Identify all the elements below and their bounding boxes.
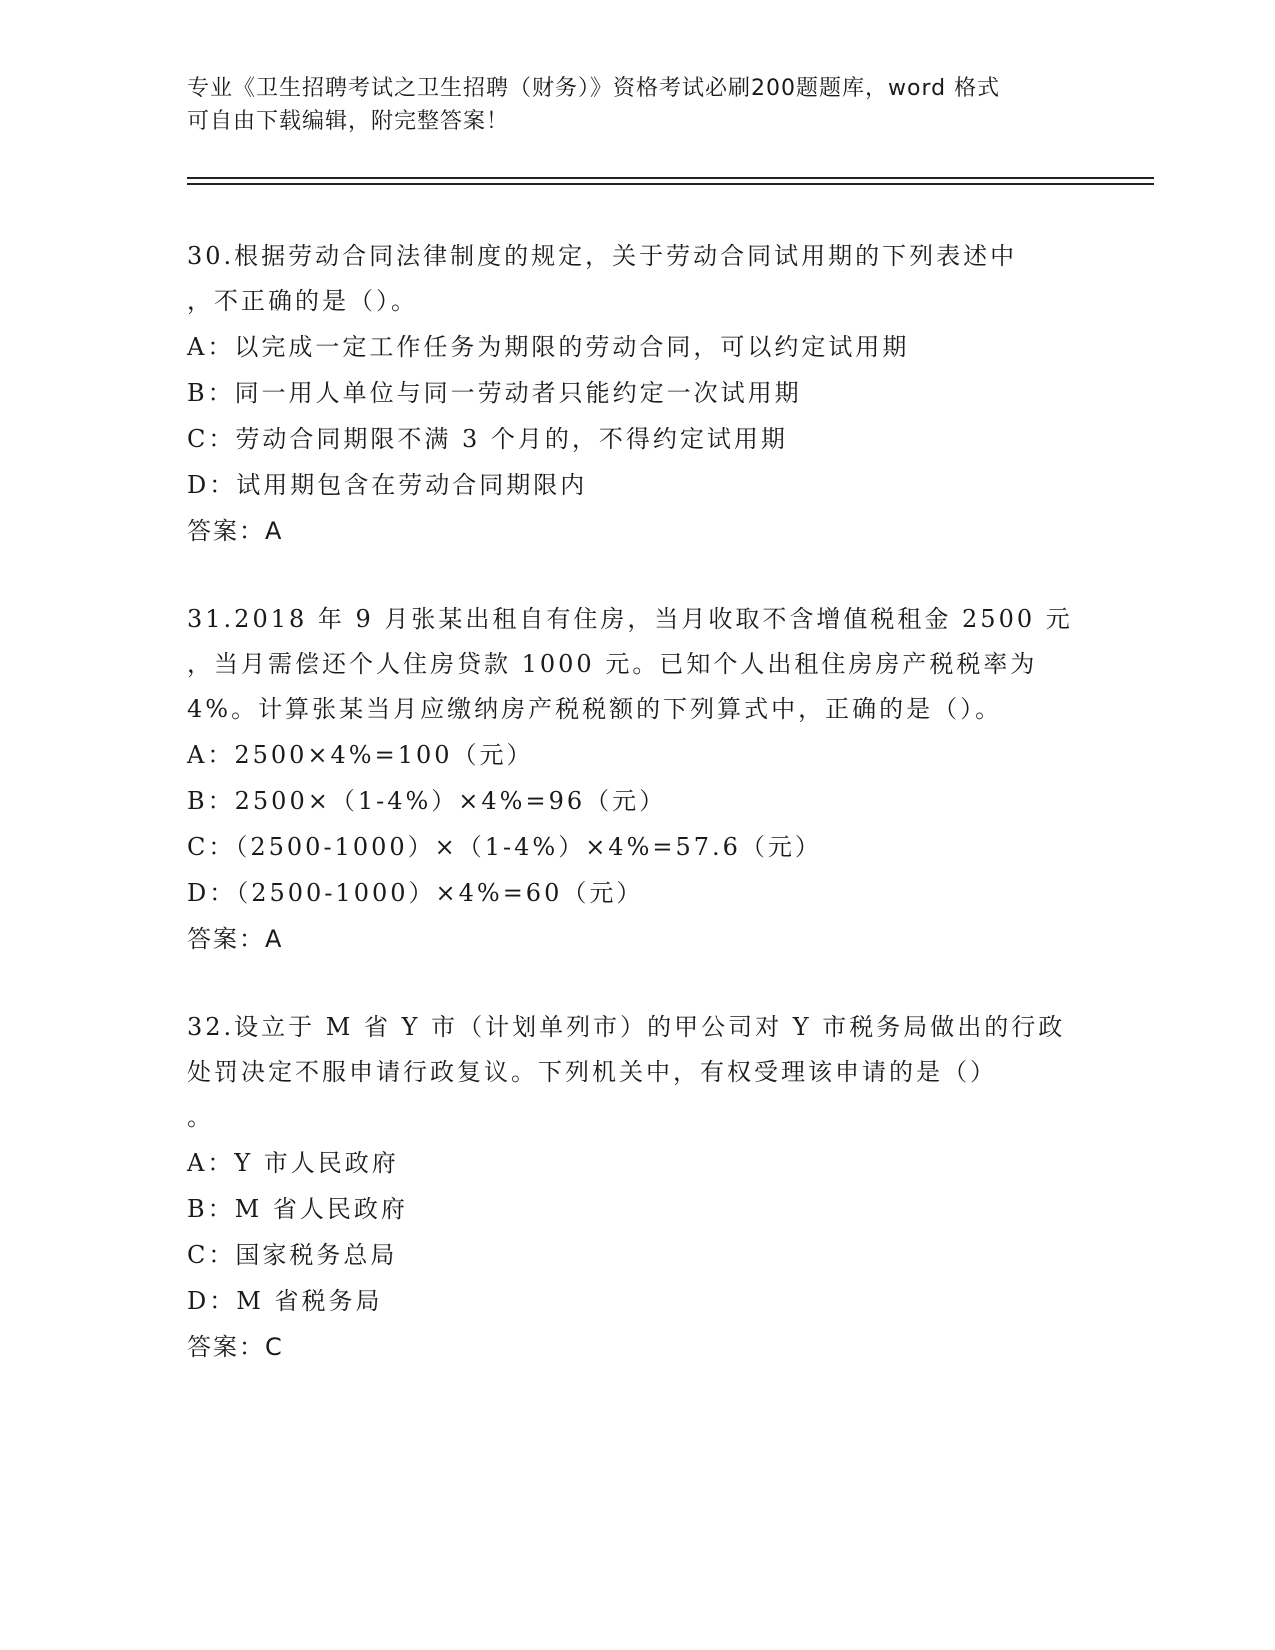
option-list <box>187 324 1087 508</box>
question-stem-line: 30.根据劳动合同法律制度的规定，关于劳动合同试用期的下列表述中 <box>187 242 1018 270</box>
question-stem <box>187 597 1087 732</box>
question-stem <box>187 234 1087 324</box>
option-d: D：试用期包含在劳动合同期限内 <box>187 471 588 499</box>
question-stem-line: 31.2018 年 9 月张某出租自有住房，当月收取不含增值税租金 2500 元 <box>187 605 1073 633</box>
option-a: A：2500×4%=100（元） <box>187 741 534 769</box>
header-line-2: 可自由下载编辑，附完整答案！ <box>187 109 510 134</box>
question-stem-line: 4%。计算张某当月应缴纳房产税税额的下列算式中，正确的是（）。 <box>187 695 1003 723</box>
option-c: C：劳动合同期限不满 3 个月的，不得约定试用期 <box>187 425 788 453</box>
question-30 <box>187 234 1087 554</box>
option-d: D：（2500-1000）×4%=60（元） <box>187 879 644 907</box>
option-c: C：（2500-1000）×（1-4%）×4%=57.6（元） <box>187 833 822 861</box>
question-stem-line: 32.设立于 M 省 Y 市（计划单列市）的甲公司对 Y 市税务局做出的行政 <box>187 1013 1066 1041</box>
option-list <box>187 732 1087 916</box>
question-stem-line: ，不正确的是（）。 <box>187 287 418 315</box>
question-stem-line: ，当月需偿还个人住房贷款 1000 元。已知个人出租住房房产税税率为 <box>187 650 1038 678</box>
question-stem <box>187 1005 1087 1140</box>
answer-line: 答案：C <box>187 1333 284 1361</box>
option-b: B：M 省人民政府 <box>187 1195 408 1223</box>
question-31 <box>187 597 1087 962</box>
option-a: A：以完成一定工作任务为期限的劳动合同，可以约定试用期 <box>187 333 910 361</box>
question-32 <box>187 1005 1087 1370</box>
header-divider-bottom <box>187 183 1154 185</box>
option-b: B：2500×（1-4%）×4%=96（元） <box>187 787 667 815</box>
header-divider-top <box>187 177 1154 179</box>
question-stem-line: 处罚决定不服申请行政复议。下列机关中，有权受理该申请的是（） <box>187 1058 997 1086</box>
question-stem-line: 。 <box>187 1103 214 1131</box>
document-header <box>187 72 1087 138</box>
answer-line: 答案：A <box>187 517 284 545</box>
option-a: A：Y 市人民政府 <box>187 1149 399 1177</box>
header-line-1: 专业《卫生招聘考试之卫生招聘（财务）》资格考试必刷200题题库，word 格式 <box>187 76 1001 101</box>
option-d: D：M 省税务局 <box>187 1287 383 1315</box>
option-b: B：同一用人单位与同一劳动者只能约定一次试用期 <box>187 379 802 407</box>
option-list <box>187 1140 1087 1324</box>
option-c: C：国家税务总局 <box>187 1241 398 1269</box>
answer-line: 答案：A <box>187 925 284 953</box>
